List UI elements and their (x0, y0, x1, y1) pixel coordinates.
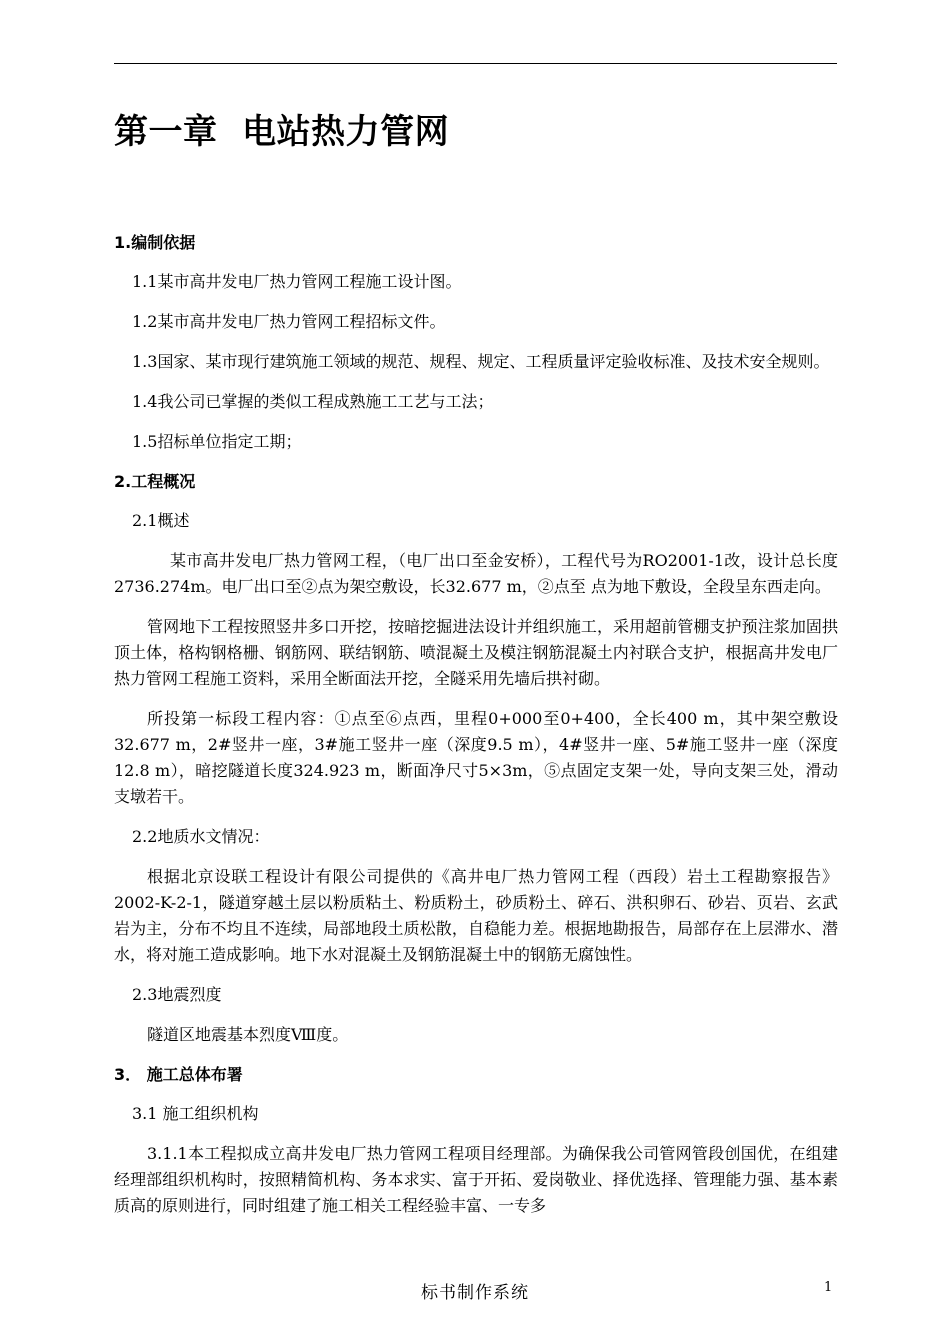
subsection-heading: 2.1概述 (132, 511, 190, 530)
footer-text: 标书制作系统 (421, 1283, 529, 1303)
chapter-title: 第一章 电站热力管网 (114, 112, 450, 152)
paragraph: 1.2某市高井发电厂热力管网工程招标文件。 (132, 312, 446, 331)
document-body (114, 230, 838, 1233)
paragraph: 1.3国家、某市现行建筑施工领域的规范、规程、规定、工程质量评定验收标准、及技术安全规则。 (132, 352, 830, 371)
section-heading: 1.编制依据 (114, 233, 196, 252)
paragraph: 根据北京设联工程设计有限公司提供的《高井电厂热力管网工程（西段）岩土工程勘察报告》2002-K-2-1，隧道穿越土层以粉质粘土、粉质粉土，砂质粉土、碎石、洪积卵石、砂岩、页岩、玄武岩为主，分布不均且不连续，局部地段土质松散，自稳能力差。根据地勘报告，局部存在上层滞水、潜水，将对施工造成影响。地下水对混凝土及钢筋混凝土中的钢筋无腐蚀性。 (114, 867, 838, 964)
paragraph: 管网地下工程按照竖井多口开挖，按暗挖掘进法设计并组织施工，采用超前管棚支护预注浆加固拱顶土体，格构钢格栅、钢筋网、联结钢筋、喷混凝土及模注钢筋混凝土内衬联合支护，根据高井发电厂热力管网工程施工资料，采用全断面法开挖，全隧采用先墙后拱衬砌。 (114, 617, 838, 688)
paragraph: 隧道区地震基本烈度Ⅷ度。 (147, 1025, 349, 1044)
page-number: 1 (824, 1280, 833, 1295)
section-heading: 2.工程概况 (114, 472, 196, 491)
subsection-heading: 3.1 施工组织机构 (132, 1104, 259, 1123)
subsection-heading: 2.2地质水文情况： (132, 827, 270, 846)
section-heading: 3． 施工总体布署 (114, 1065, 243, 1084)
paragraph: 1.4我公司已掌握的类似工程成熟施工工艺与工法； (132, 392, 494, 411)
paragraph: 1.5招标单位指定工期； (132, 432, 302, 451)
paragraph: 所投第一标段工程内容：①点至⑥点西，里程0+000至0+400，全长400 m，其中架空敷设32.677 m，2#竖井一座，3#施工竖井一座（深度9.5 m），4#竖井一座、5#施工竖井一座（深度12.8 m），暗挖隧道长度324.923 m，断面净尺寸5×3m，⑤点固定支架一处，导向支架三处，滑动支墩若干。 (114, 709, 838, 806)
paragraph: 3.1.1本工程拟成立高井发电厂热力管网工程项目经理部。为确保我公司管网管段创国优，在组建经理部组织机构时，按照精简机构、务本求实、富于开拓、爱岗敬业、择优选择、管理能力强、基本素质高的原则进行，同时组建了施工相关工程经验丰富、一专多 (114, 1144, 838, 1215)
header-rule (114, 63, 837, 64)
paragraph: 某市高井发电厂热力管网工程，（电厂出口至金安桥），工程代号为RO2001-1改，设计总长度2736.274m。电厂出口至②点为架空敷设，长32.677 m，②点至 点为地下敷设，全段呈东西走向。 (114, 551, 838, 596)
paragraph: 1.1某市高井发电厂热力管网工程施工设计图。 (132, 272, 462, 291)
subsection-heading: 2.3地震烈度 (132, 985, 222, 1004)
